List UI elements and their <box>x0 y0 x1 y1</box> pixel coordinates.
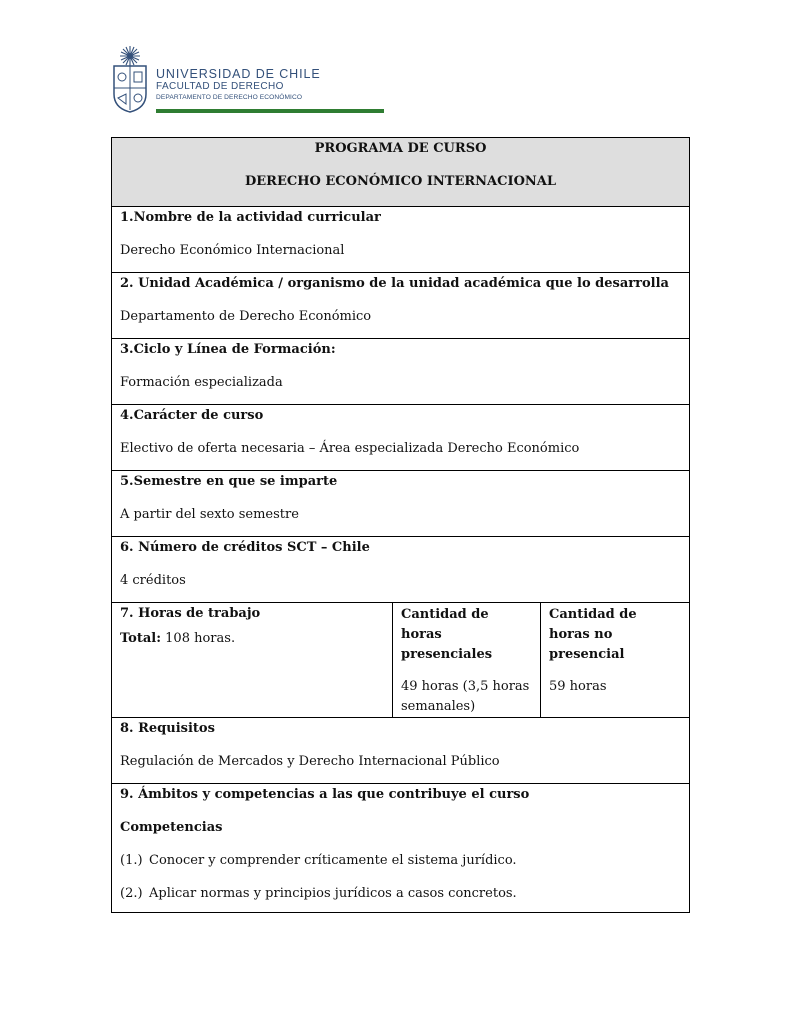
section-value: Derecho Económico Internacional <box>120 243 345 258</box>
section-row-semester <box>112 471 690 537</box>
hours-presential-value: 49 horas (3,5 horas semanales) <box>401 679 530 714</box>
university-emblem-icon <box>112 44 148 114</box>
section-row-competencies <box>112 784 690 913</box>
competency-text: Conocer y comprender críticamente el sistema jurídico. <box>149 853 517 868</box>
logo-green-bar <box>156 109 384 113</box>
competency-number: (1.) <box>120 853 143 868</box>
table-header-cell <box>112 138 690 207</box>
hours-title: 7. Horas de trabajo <box>120 606 261 621</box>
competency-number: (2.) <box>120 886 143 901</box>
logo-text <box>156 67 321 102</box>
program-label: PROGRAMA DE CURSO <box>314 141 487 156</box>
hours-presential-cell <box>393 603 541 718</box>
hours-nonpresential-title: Cantidad de horas no presencial <box>549 607 637 662</box>
hours-total-label: Total: <box>120 631 162 646</box>
section-value: 4 créditos <box>120 573 186 588</box>
section-title: 6. Número de créditos SCT – Chile <box>120 540 370 555</box>
requirements-title: 8. Requisitos <box>120 721 215 736</box>
list-item <box>120 869 681 902</box>
logo-university-name: UNIVERSIDAD DE CHILE <box>156 67 321 81</box>
competencies-subtitle: Competencias <box>120 820 223 835</box>
section-value: A partir del sexto semestre <box>120 507 299 522</box>
section-row-hours <box>112 603 690 718</box>
section-value: Formación especializada <box>120 375 283 390</box>
hours-total-value: 108 horas. <box>161 631 236 646</box>
list-item <box>120 836 681 869</box>
section-title: 3.Ciclo y Línea de Formación: <box>120 342 336 357</box>
logo-faculty-name: FACULTAD DE DERECHO <box>156 81 284 92</box>
course-title: DERECHO ECONÓMICO INTERNACIONAL <box>245 174 557 189</box>
section-row-character <box>112 405 690 471</box>
hours-total <box>120 622 384 647</box>
section-row-requirements <box>112 718 690 784</box>
section-value: Departamento de Derecho Económico <box>120 309 372 324</box>
section-title: 4.Carácter de curso <box>120 408 264 423</box>
section-row-credits <box>112 537 690 603</box>
requirements-value: Regulación de Mercados y Derecho Internacional Público <box>120 754 500 769</box>
logo-department-name: DEPARTAMENTO DE DERECHO ECONÓMICO <box>156 94 303 101</box>
table-header-row <box>112 138 690 207</box>
competency-text: Aplicar normas y principios jurídicos a casos concretos. <box>149 886 517 901</box>
section-row-name <box>112 207 690 273</box>
section-title: 2. Unidad Académica / organismo de la unidad académica que lo desarrolla <box>120 276 669 291</box>
section-row-cycle <box>112 339 690 405</box>
section-title: 5.Semestre en que se imparte <box>120 474 338 489</box>
hours-nonpresential-value: 59 horas <box>549 679 607 694</box>
course-program-table <box>111 137 690 913</box>
hours-nonpresential-cell <box>541 603 690 718</box>
section-title: 1.Nombre de la actividad curricular <box>120 210 381 225</box>
competencies-title: 9. Ámbitos y competencias a las que contribuye el curso <box>120 787 530 802</box>
section-row-academic-unit <box>112 273 690 339</box>
hours-total-cell <box>112 603 393 718</box>
university-logo <box>112 44 321 116</box>
section-value: Electivo de oferta necesaria – Área especializada Derecho Económico <box>120 441 580 456</box>
hours-presential-title: Cantidad de horas presenciales <box>401 607 493 662</box>
